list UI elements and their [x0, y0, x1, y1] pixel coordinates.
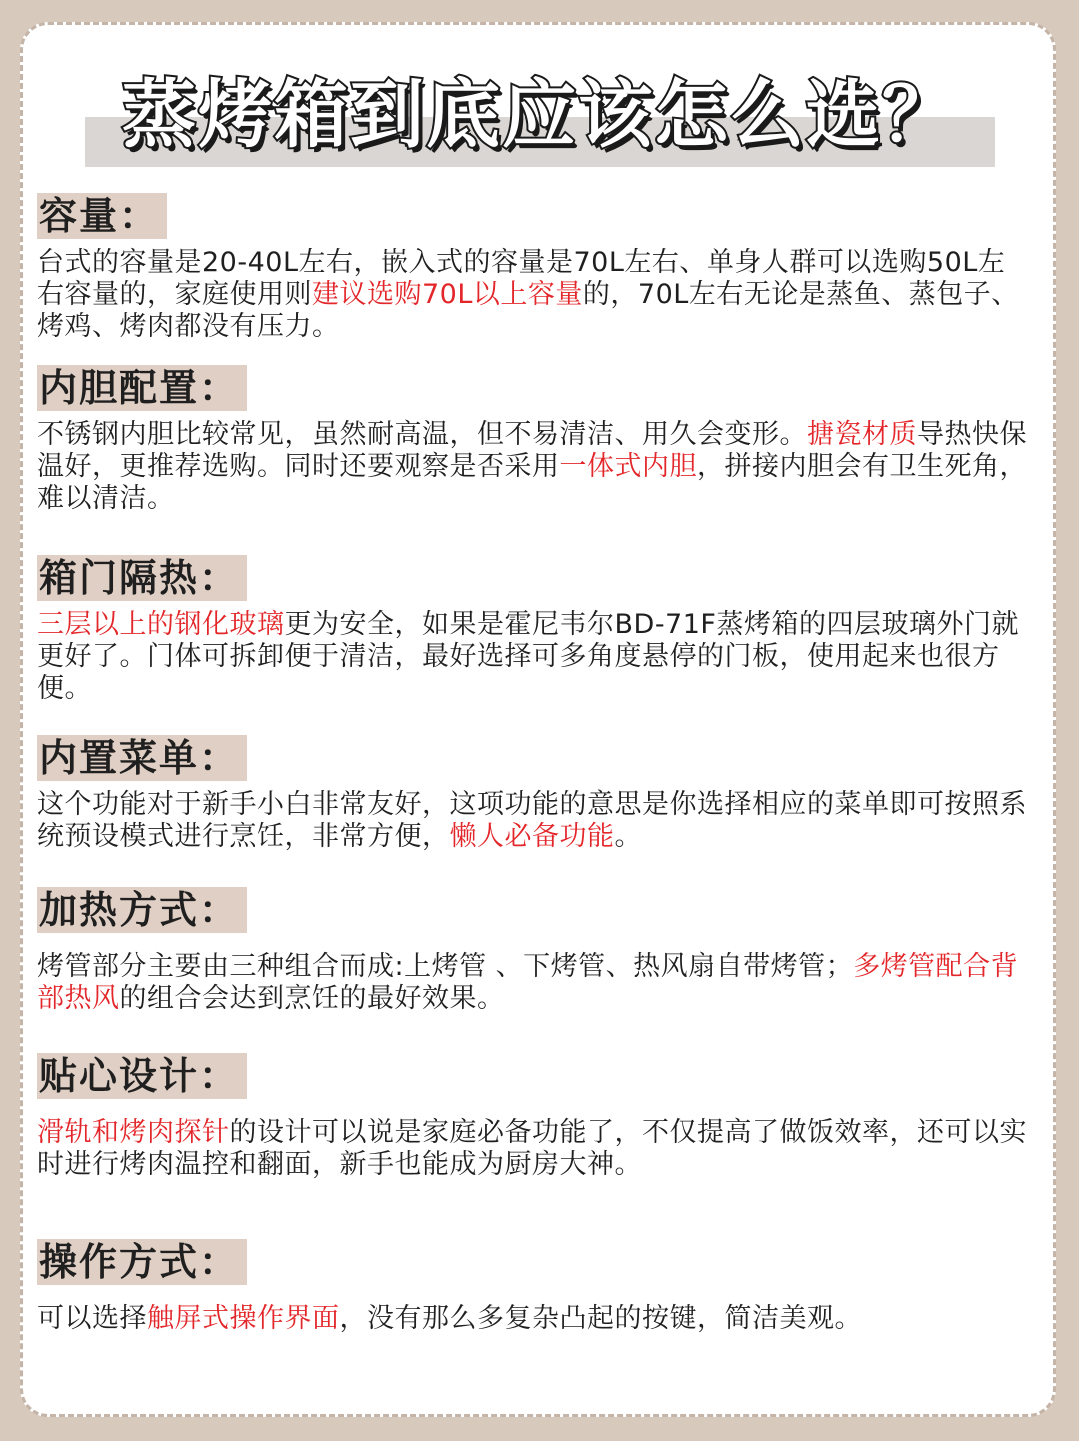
section-heading: 操作方式： — [37, 1239, 247, 1285]
section-body — [37, 609, 1027, 705]
page-title: 蒸烤箱到底应该怎么选？ — [122, 72, 958, 158]
highlight-segment: 多烤管配合背部热风 — [37, 951, 1019, 1014]
section-thoughtful-design — [37, 1053, 1027, 1181]
text-segment: 可以选择 — [37, 1303, 147, 1334]
text-segment: 更为安全，如果是霍尼韦尔BD-71F蒸烤箱的四层玻璃外门就更好了。门体可拆卸便于清洁，最好选择可多角度悬停的门板，使用起来也很方便。 — [37, 609, 1019, 704]
section-heading: 内胆配置： — [37, 365, 247, 411]
section-heading: 贴心设计： — [37, 1053, 247, 1099]
section-heating-method — [37, 887, 1027, 1015]
highlight-segment: 搪瓷材质 — [807, 419, 917, 450]
section-heading: 箱门隔热： — [37, 555, 247, 601]
section-body — [37, 419, 1027, 515]
highlight-segment: 一体式内胆 — [559, 451, 697, 482]
highlight-segment: 三层以上的钢化玻璃 — [37, 609, 285, 640]
section-operation — [37, 1239, 1027, 1335]
section-heading: 容量： — [37, 193, 167, 239]
section-heading: 加热方式： — [37, 887, 247, 933]
highlight-segment: 懒人必备功能 — [449, 821, 615, 852]
section-door-insulation — [37, 555, 1027, 705]
section-heading: 内置菜单： — [37, 735, 247, 781]
text-segment: 不锈钢内胆比较常见，虽然耐高温，但不易清洁、用久会变形。 — [37, 419, 807, 450]
content-card — [20, 22, 1056, 1417]
section-body — [37, 1117, 1027, 1181]
text-segment: ，拼接内胆会有卫生死角，难以清洁。 — [37, 451, 1027, 514]
section-body — [37, 951, 1027, 1015]
section-capacity — [37, 193, 1027, 343]
highlight-segment: 触屏式操作界面 — [147, 1303, 340, 1334]
text-segment: 导热快保温好，更推荐选购。同时还要观察是否采用 — [37, 419, 1027, 482]
highlight-segment: 滑轨和烤肉探针 — [37, 1117, 230, 1148]
section-body — [37, 1303, 1027, 1335]
text-segment: 烤管部分主要由三种组合而成:上烤管 、下烤管、热风扇自带烤管； — [37, 951, 854, 982]
highlight-segment: 建议选购70L以上容量 — [312, 279, 583, 310]
text-segment: 的，70L左右无论是蒸鱼、蒸包子、烤鸡、烤肉都没有压力。 — [37, 279, 1019, 342]
text-segment: 台式的容量是20-40L左右，嵌入式的容量是70L左右、单身人群可以选购50L左右容量的，家庭使用则 — [37, 247, 1006, 310]
section-body — [37, 789, 1027, 853]
text-segment: 。 — [614, 821, 642, 852]
text-segment: ，没有那么多复杂凸起的按键，简洁美观。 — [339, 1303, 862, 1334]
section-builtin-menu — [37, 735, 1027, 853]
text-segment: 的设计可以说是家庭必备功能了，不仅提高了做饭效率，还可以实时进行烤肉温控和翻面，新手也能成为厨房大神。 — [37, 1117, 1027, 1180]
title-block — [85, 63, 995, 175]
section-body — [37, 247, 1027, 343]
text-segment: 的组合会达到烹饪的最好效果。 — [119, 983, 505, 1014]
section-inner-liner — [37, 365, 1027, 515]
text-segment: 这个功能对于新手小白非常友好，这项功能的意思是你选择相应的菜单即可按照系统预设模式进行烹饪，非常方便， — [37, 789, 1027, 852]
